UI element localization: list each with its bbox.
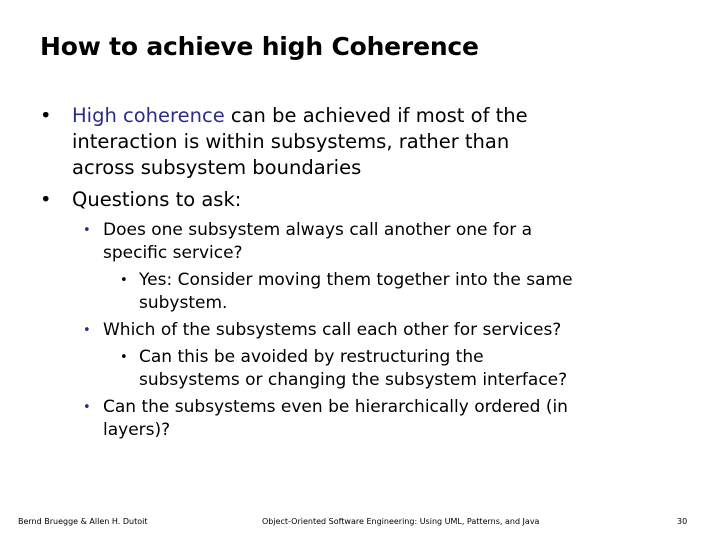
bullet-line: interaction is within subsystems, rather than bbox=[72, 130, 510, 153]
footer-authors: Bernd Bruegge & Allen H. Dutoit bbox=[18, 517, 148, 526]
bullet-questions bbox=[20, 187, 690, 213]
footer-book-title: Object-Oriented Software Engineering: Using UML, Patterns, and Java bbox=[262, 517, 540, 526]
bullet-dot-icon: • bbox=[120, 350, 128, 365]
bullet-line: Does one subsystem always call another one for a bbox=[103, 220, 533, 240]
bullet-line bbox=[72, 103, 690, 129]
bullet-line: subystem. bbox=[139, 293, 228, 313]
sub-bullet-call-each-other bbox=[20, 319, 690, 342]
bullet-dot-icon: • bbox=[83, 223, 91, 238]
bullet-text: Questions to ask: bbox=[72, 188, 242, 211]
sub-bullet-call-another bbox=[20, 219, 690, 265]
sub-sub-bullet-restructuring bbox=[20, 346, 690, 392]
bullet-high-coherence bbox=[20, 103, 690, 181]
page-number: 30 bbox=[677, 517, 688, 526]
bullet-line: Can this be avoided by restructuring the bbox=[139, 347, 484, 367]
slide-body bbox=[20, 103, 690, 446]
bullet-line: specific service? bbox=[103, 243, 243, 263]
bullet-dot-icon: • bbox=[40, 188, 52, 211]
bullet-line: across subsystem boundaries bbox=[72, 156, 362, 179]
bullet-line: subsystems or changing the subsystem interface? bbox=[139, 370, 568, 390]
bullet-line: Yes: Consider moving them together into the same bbox=[139, 270, 573, 290]
bullet-dot-icon: • bbox=[40, 104, 52, 127]
bullet-line: Can the subsystems even be hierarchically ordered (in bbox=[103, 397, 568, 417]
highlight-term: High coherence bbox=[72, 104, 225, 127]
sub-bullet-hierarchically bbox=[20, 396, 690, 442]
bullet-line: layers)? bbox=[103, 420, 171, 440]
slide-title: How to achieve high Coherence bbox=[40, 32, 479, 61]
bullet-text: Which of the subsystems call each other for services? bbox=[103, 320, 562, 340]
bullet-dot-icon: • bbox=[120, 273, 128, 288]
sub-sub-bullet-moving bbox=[20, 269, 690, 315]
bullet-text: can be achieved if most of the bbox=[224, 104, 528, 127]
bullet-dot-icon: • bbox=[83, 400, 91, 415]
bullet-dot-icon: • bbox=[83, 323, 91, 338]
